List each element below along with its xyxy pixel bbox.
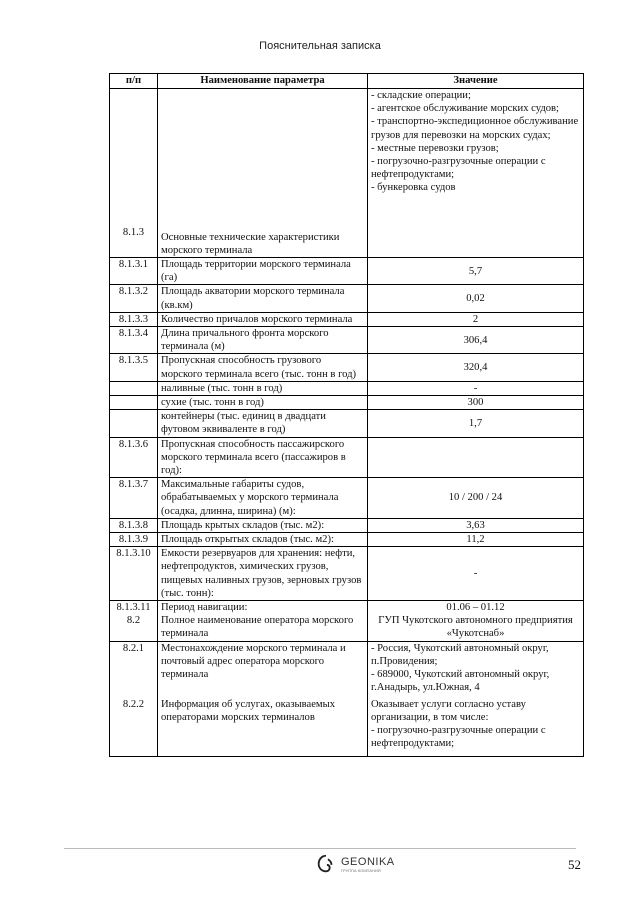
row-num: 8.1.3.2: [110, 285, 158, 312]
row-name: сухие (тыс. тонн в год): [158, 396, 368, 410]
table-row: [110, 614, 584, 641]
row-num: [110, 396, 158, 410]
page-header-title: Пояснительная записка: [259, 40, 381, 52]
row-name: Максимальные габариты судов, обрабатываемых у морского терминала (осадка, длинна, ширина) (м):: [158, 478, 368, 519]
row-name: Полное наименование оператора морского терминала: [158, 614, 368, 641]
logo-text: GEONIKA: [341, 855, 395, 868]
row-name: Количество причалов морского терминала: [158, 312, 368, 326]
table-row: [110, 410, 584, 437]
row-value: -: [368, 547, 584, 601]
table-row: [110, 437, 584, 478]
row-value: 10 / 200 / 24: [368, 478, 584, 519]
row-value: 0,02: [368, 285, 584, 312]
row-value: 3,63: [368, 518, 584, 532]
row-value: 01.06 – 01.12: [368, 601, 584, 615]
row-name: Площадь акватории морского терминала (кв.км): [158, 285, 368, 312]
logo-subtitle: ГРУППА КОМПАНИЙ: [341, 867, 381, 873]
table-row: [110, 533, 584, 547]
table-row: [110, 601, 584, 615]
row-name: Площадь крытых складов (тыс. м2):: [158, 518, 368, 532]
row-value: 11,2: [368, 533, 584, 547]
row-name: Пропускная способность грузового морского терминала всего (тыс. тонн в год): [158, 354, 368, 381]
row-num: 8.1.3.8: [110, 518, 158, 532]
list-item: - Россия, Чукотский автономный округ, п.Провидения;: [371, 642, 549, 667]
table-row: [110, 698, 584, 757]
table-header-row: [110, 74, 584, 89]
row-name: Основные технические характеристики морского терминала: [158, 89, 368, 258]
table-row: [110, 354, 584, 381]
row-name: Информация об услугах, оказываемых операторами морских терминалов: [158, 698, 368, 757]
table-row: [110, 312, 584, 326]
row-name: наливные (тыс. тонн в год): [158, 381, 368, 395]
row-name: Длина причального фронта морского терминала (м): [158, 327, 368, 354]
row-num: [110, 410, 158, 437]
row-value: 2: [368, 312, 584, 326]
row-name: Емкости резервуаров для хранения: нефти, нефтепродуктов, химических грузов, пищевых наливных грузов, зерновых грузов (тыс. тонн):: [158, 547, 368, 601]
list-item: - 689000, Чукотский автономный округ, г.Анадырь, ул.Южная, 4: [371, 669, 550, 694]
row-value: ГУП Чукотского автономного предприятия «Чукотснаб»: [368, 614, 584, 641]
row-value: 320,4: [368, 354, 584, 381]
list-item: - погрузочно-разгрузочные операции с нефтепродуктами;: [371, 725, 546, 750]
column-header-value: Значение: [368, 74, 584, 89]
parameters-table: [109, 73, 584, 757]
row-name: Местонахождение морского терминала и почтовый адрес оператора морского терминала: [158, 641, 368, 698]
column-header-num: п/п: [110, 74, 158, 89]
list-item: - местные перевозки грузов;: [371, 142, 499, 154]
row-num: [110, 381, 158, 395]
table-row: [110, 327, 584, 354]
table-row: [110, 258, 584, 285]
services-list: [368, 89, 584, 258]
row-value: 5,7: [368, 258, 584, 285]
row-num: 8.1.3.5: [110, 354, 158, 381]
list-item: - агентское обслуживание морских судов;: [371, 103, 559, 115]
row-name: Площадь территории морского терминала (га): [158, 258, 368, 285]
row-num: 8.2: [110, 614, 158, 641]
table-row: [110, 478, 584, 519]
row-name: контейнеры (тыс. единиц в двадцати футовом эквиваленте в год): [158, 410, 368, 437]
table-row: [110, 518, 584, 532]
row-num: 8.1.3.7: [110, 478, 158, 519]
row-num: 8.1.3.10: [110, 547, 158, 601]
row-num: 8.1.3.1: [110, 258, 158, 285]
row-num: 8.2.2: [110, 698, 158, 757]
list-item: - бункеровка судов: [371, 182, 456, 194]
row-num: 8.2.1: [110, 641, 158, 698]
row-value: [368, 641, 584, 698]
row-value: [368, 698, 584, 757]
table-row: [110, 89, 584, 258]
column-header-name: Наименование параметра: [158, 74, 368, 89]
row-name: Пропускная способность пассажирского морского терминала всего (пассажиров в год):: [158, 437, 368, 478]
row-value: -: [368, 381, 584, 395]
row-num: 8.1.3.9: [110, 533, 158, 547]
row-num: 8.1.3.6: [110, 437, 158, 478]
table-row: [110, 547, 584, 601]
table-row: [110, 396, 584, 410]
geonika-logo-icon: [315, 853, 337, 875]
page-number: 52: [568, 857, 581, 872]
row-value: 300: [368, 396, 584, 410]
list-item: - транспортно-экспедиционное обслуживание грузов для перевозки на морских судах;: [371, 116, 579, 141]
row-name: Площадь открытых складов (тыс. м2):: [158, 533, 368, 547]
list-item: Оказывает услуги согласно уставу организации, в том числе:: [371, 698, 526, 723]
table-row: [110, 641, 584, 698]
row-value: 306,4: [368, 327, 584, 354]
list-item: - складские операции;: [371, 90, 471, 101]
table-row: [110, 381, 584, 395]
row-name: Период навигации:: [158, 601, 368, 615]
list-item: - погрузочно-разгрузочные операции с нефтепродуктами;: [371, 156, 546, 181]
table-row: [110, 285, 584, 312]
footer-divider: [64, 848, 576, 849]
row-value: 1,7: [368, 410, 584, 437]
row-num: 8.1.3.4: [110, 327, 158, 354]
row-value: [368, 437, 584, 478]
row-num: 8.1.3: [110, 89, 158, 258]
company-logo: [315, 853, 395, 875]
row-num: 8.1.3.3: [110, 312, 158, 326]
row-num: 8.1.3.11: [110, 601, 158, 615]
